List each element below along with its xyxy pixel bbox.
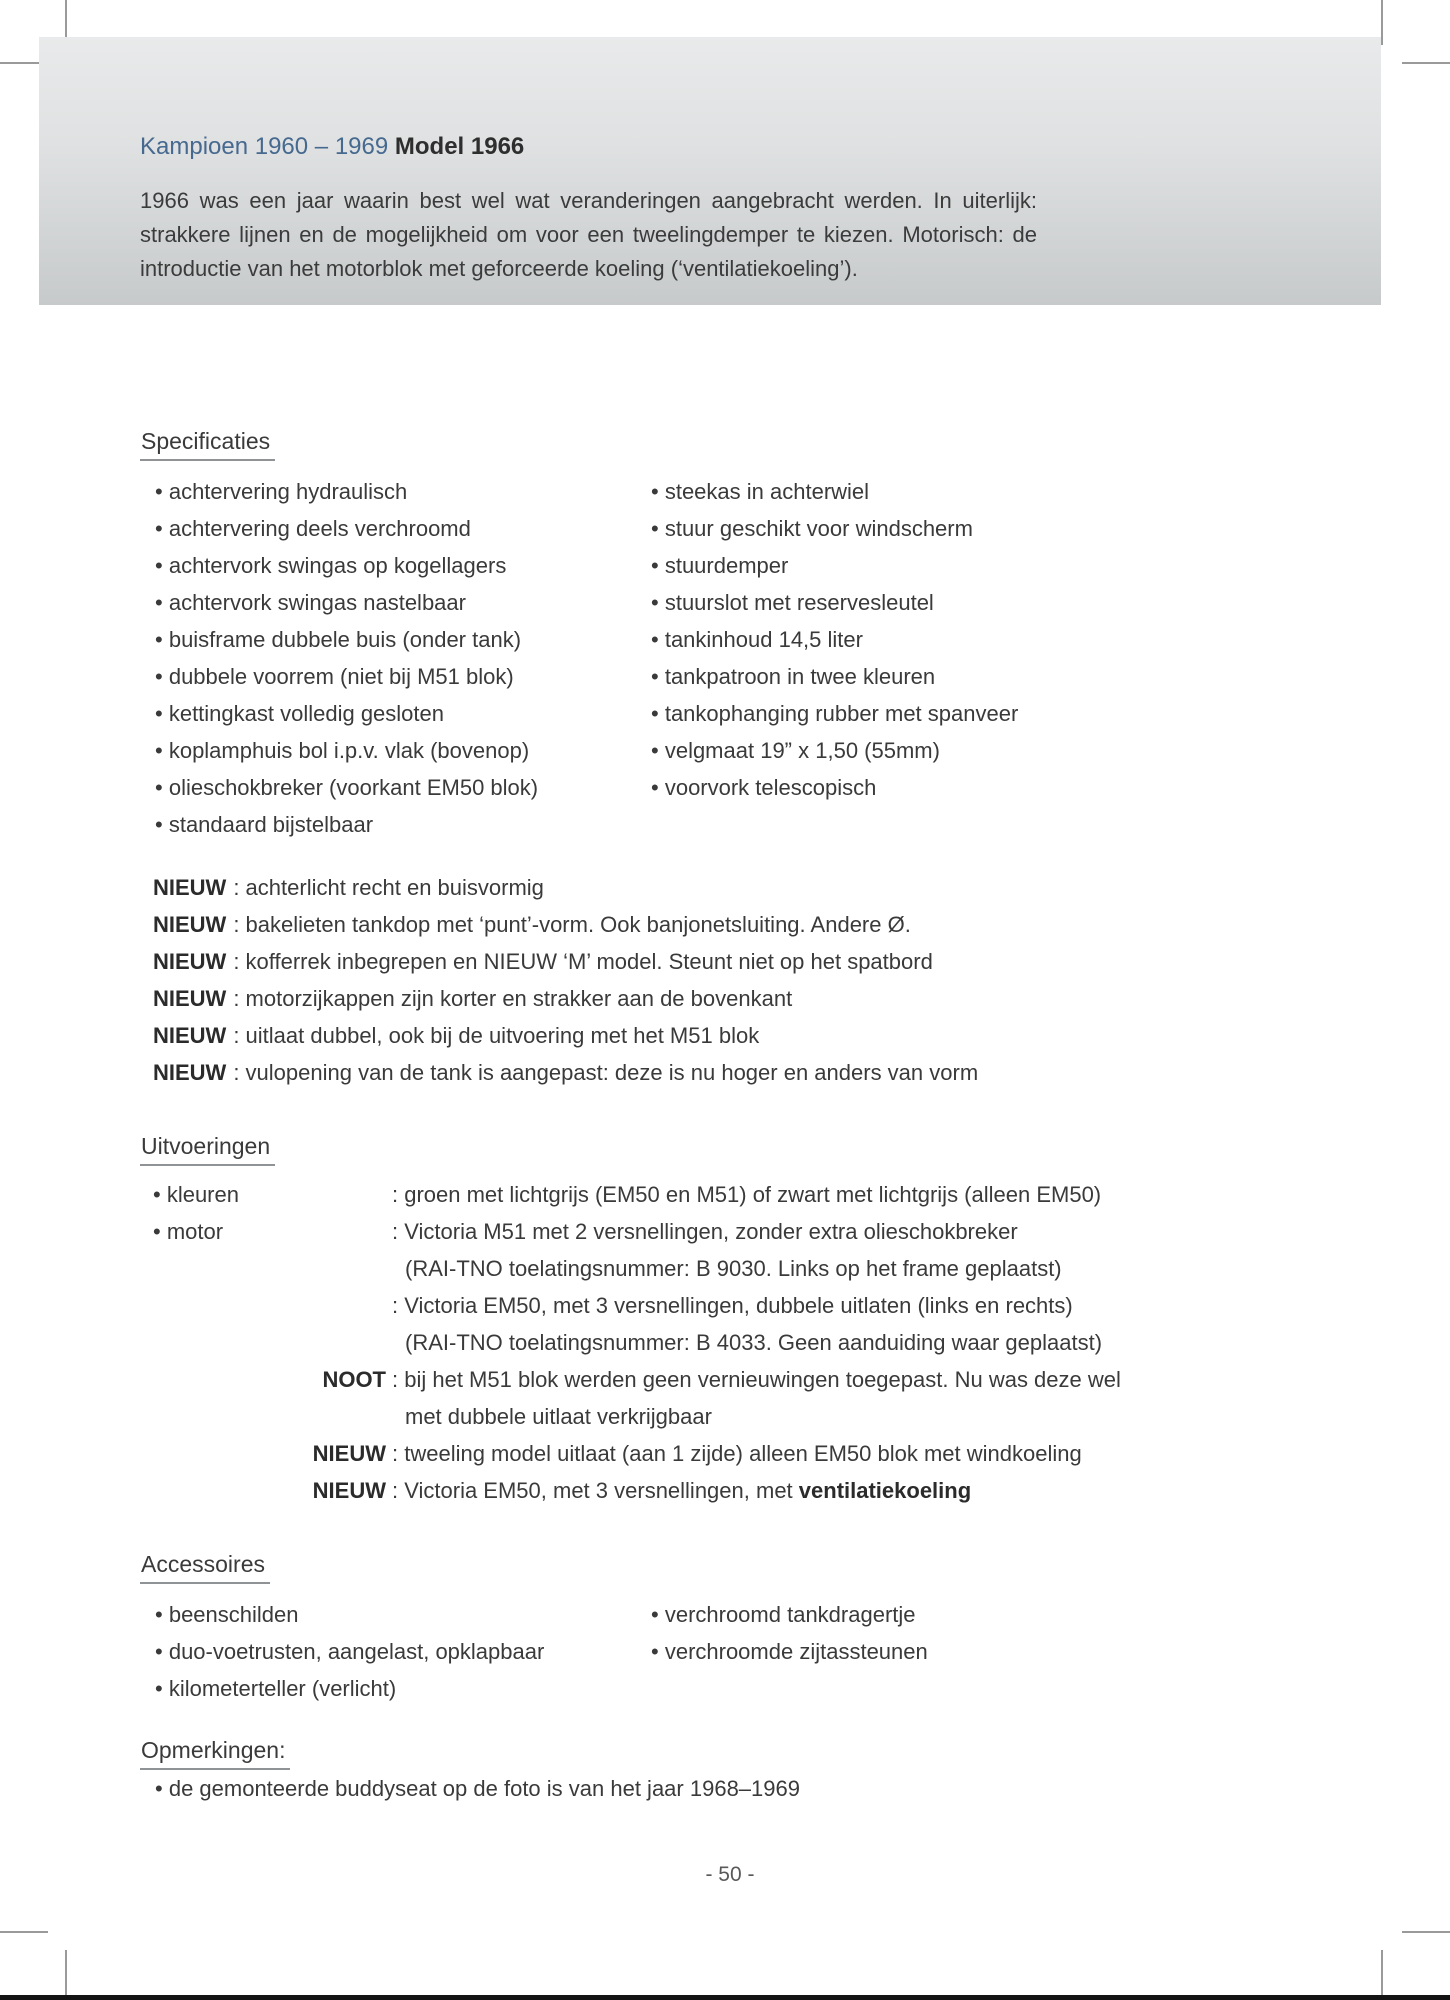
- nieuw-row: [153, 943, 1320, 980]
- uitvoeringen-text: : Victoria M51 met 2 versnellingen, zonder extra olieschokbreker: [392, 1219, 1018, 1244]
- uitvoeringen-text: : groen met lichtgrijs (EM50 en M51) of zwart met lichtgrijs (alleen EM50): [392, 1182, 1102, 1207]
- uitvoeringen-text: : tweeling model uitlaat (aan 1 zijde) alleen EM50 blok met windkoeling: [392, 1441, 1082, 1466]
- nieuw-text: : motorzijkappen zijn korter en strakker aan de bovenkant: [233, 986, 793, 1011]
- crop-mark-bottom-left-horizontal: [0, 1931, 48, 1933]
- model-title: Model 1966: [394, 133, 525, 160]
- nieuw-text: : kofferrek inbegrepen en NIEUW ‘M’ model. Steunt niet op het spatbord: [233, 949, 933, 974]
- uitvoeringen-text: (RAI-TNO toelatingsnummer: B 9030. Links op het frame geplaatst): [405, 1256, 1062, 1281]
- opmerkingen-section: [140, 1737, 1320, 1807]
- uitvoeringen-text: : Victoria EM50, met 3 versnellingen, dubbele uitlaten (links en rechts): [392, 1293, 1073, 1318]
- uitvoeringen-row: [140, 1324, 1320, 1361]
- list-item: • standaard bijstelbaar: [140, 806, 636, 843]
- list-item: • dubbele voorrem (niet bij M51 blok): [140, 658, 636, 695]
- uitvoeringen-text: : bij het M51 blok werden geen vernieuwingen toegepast. Nu was deze wel: [392, 1367, 1121, 1392]
- intro-paragraph: 1966 was een jaar waarin best wel wat veranderingen aangebracht werden. In uiterlijk: strakkere lijnen en de mogelijkheid om voor een tweelingdemper te kiezen. Motorisch: de introductie van het motorblok met geforceerde koeling (‘ventilatiekoeling’).: [140, 188, 1037, 281]
- page-bottom-edge: [0, 1995, 1450, 2000]
- header-band: [39, 37, 1381, 305]
- list-item: • kilometerteller (verlicht): [140, 1670, 636, 1707]
- page-number: - 50 -: [705, 1863, 755, 1886]
- uitvoeringen-label: [140, 1250, 392, 1287]
- list-item: • olieschokbreker (voorkant EM50 blok): [140, 769, 636, 806]
- specificaties-heading: Specificaties: [140, 428, 1320, 461]
- list-item: • de gemonteerde buddyseat op de foto is van het jaar 1968–1969: [140, 1770, 1320, 1807]
- crop-mark-top-right-vertical: [1381, 0, 1383, 45]
- main-content: [140, 428, 1320, 1887]
- list-item: • koplamphuis bol i.p.v. vlak (bovenop): [140, 732, 636, 769]
- nieuw-text: : achterlicht recht en buisvormig: [233, 875, 544, 900]
- nieuw-text: : uitlaat dubbel, ook bij de uitvoering met het M51 blok: [233, 1023, 760, 1048]
- uitvoeringen-label: NOOT: [322, 1367, 386, 1392]
- uitvoeringen-label: • motor: [140, 1213, 392, 1250]
- nieuw-section: [140, 869, 1320, 1091]
- crop-mark-bottom-right-horizontal: [1402, 1931, 1450, 1933]
- uitvoeringen-section: [140, 1133, 1320, 1509]
- crop-mark-bottom-left-vertical: [65, 1950, 67, 1995]
- list-item: • tankpatroon in twee kleuren: [636, 658, 1320, 695]
- accessoires-right-list: [636, 1596, 1320, 1707]
- uitvoeringen-row: [140, 1435, 1320, 1472]
- list-item: • achtervork swingas nastelbaar: [140, 584, 636, 621]
- accessoires-left-list: [140, 1596, 636, 1707]
- opmerkingen-list: [140, 1770, 1320, 1807]
- opmerkingen-heading: Opmerkingen:: [140, 1737, 1320, 1770]
- nieuw-label: NIEUW: [153, 875, 227, 900]
- uitvoeringen-row: [140, 1213, 1320, 1250]
- accessoires-section: [140, 1551, 1320, 1707]
- list-item: • voorvork telescopisch: [636, 769, 1320, 806]
- list-item: • tankophanging rubber met spanveer: [636, 695, 1320, 732]
- list-item: • stuurdemper: [636, 547, 1320, 584]
- specificaties-columns: [140, 473, 1320, 843]
- list-item: • duo-voetrusten, aangelast, opklapbaar: [140, 1633, 636, 1670]
- nieuw-label: NIEUW: [153, 949, 227, 974]
- crop-mark-top-right-horizontal: [1402, 62, 1450, 64]
- uitvoeringen-text: met dubbele uitlaat verkrijgbaar: [405, 1404, 712, 1429]
- list-item: • beenschilden: [140, 1596, 636, 1633]
- nieuw-label: NIEUW: [153, 986, 227, 1011]
- uitvoeringen-row: [140, 1398, 1320, 1435]
- page-title: [140, 132, 1381, 162]
- nieuw-row: [153, 1054, 1320, 1091]
- list-item: • steekas in achterwiel: [636, 473, 1320, 510]
- uitvoeringen-label: NIEUW: [312, 1441, 386, 1466]
- uitvoeringen-rows: [140, 1176, 1320, 1509]
- specificaties-section: [140, 428, 1320, 843]
- uitvoeringen-label: [140, 1398, 392, 1435]
- accessoires-heading: Accessoires: [140, 1551, 1320, 1584]
- nieuw-label: NIEUW: [153, 912, 227, 937]
- uitvoeringen-text: [392, 1472, 1320, 1509]
- list-item: • stuurslot met reservesleutel: [636, 584, 1320, 621]
- list-item: • tankinhoud 14,5 liter: [636, 621, 1320, 658]
- uitvoeringen-row: [140, 1472, 1320, 1509]
- uitvoeringen-label: [140, 1324, 392, 1361]
- uitvoeringen-label: • kleuren: [140, 1176, 392, 1213]
- list-item: • velgmaat 19” x 1,50 (55mm): [636, 732, 1320, 769]
- list-item: • stuur geschikt voor windscherm: [636, 510, 1320, 547]
- chapter-link[interactable]: Kampioen 1960 – 1969: [140, 133, 389, 160]
- nieuw-label: NIEUW: [153, 1060, 227, 1085]
- uitvoeringen-label: [140, 1287, 392, 1324]
- nieuw-row: [153, 1017, 1320, 1054]
- list-item: • kettingkast volledig gesloten: [140, 695, 636, 732]
- list-item: • achtervering deels verchroomd: [140, 510, 636, 547]
- nieuw-row: [153, 906, 1320, 943]
- list-item: • verchroomde zijtassteunen: [636, 1633, 1320, 1670]
- nieuw-text: : vulopening van de tank is aangepast: deze is nu hoger en anders van vorm: [233, 1060, 979, 1085]
- nieuw-text: : bakelieten tankdop met ‘punt’-vorm. Ook banjonetsluiting. Andere Ø.: [233, 912, 911, 937]
- list-item: • achtervork swingas op kogellagers: [140, 547, 636, 584]
- list-item: • achtervering hydraulisch: [140, 473, 636, 510]
- specificaties-left-list: [140, 473, 636, 843]
- crop-mark-bottom-right-vertical: [1381, 1950, 1383, 1995]
- uitvoeringen-row: [140, 1287, 1320, 1324]
- nieuw-row: [153, 980, 1320, 1017]
- uitvoeringen-row: [140, 1250, 1320, 1287]
- uitvoeringen-label: NIEUW: [312, 1478, 386, 1503]
- uitvoeringen-heading: Uitvoeringen: [140, 1133, 1320, 1166]
- uitvoeringen-row: [140, 1176, 1320, 1213]
- uitvoeringen-row: [140, 1361, 1320, 1398]
- uitvoeringen-text-part: : Victoria EM50, met 3 versnellingen, met: [392, 1478, 799, 1503]
- specificaties-right-list: [636, 473, 1320, 843]
- nieuw-label: NIEUW: [153, 1023, 227, 1048]
- accessoires-columns: [140, 1596, 1320, 1707]
- list-item: • buisframe dubbele buis (onder tank): [140, 621, 636, 658]
- uitvoeringen-text: (RAI-TNO toelatingsnummer: B 4033. Geen aanduiding waar geplaatst): [405, 1330, 1103, 1355]
- nieuw-row: [153, 869, 1320, 906]
- list-item: • verchroomd tankdragertje: [636, 1596, 1320, 1633]
- uitvoeringen-text-bold: ventilatiekoeling: [798, 1478, 972, 1503]
